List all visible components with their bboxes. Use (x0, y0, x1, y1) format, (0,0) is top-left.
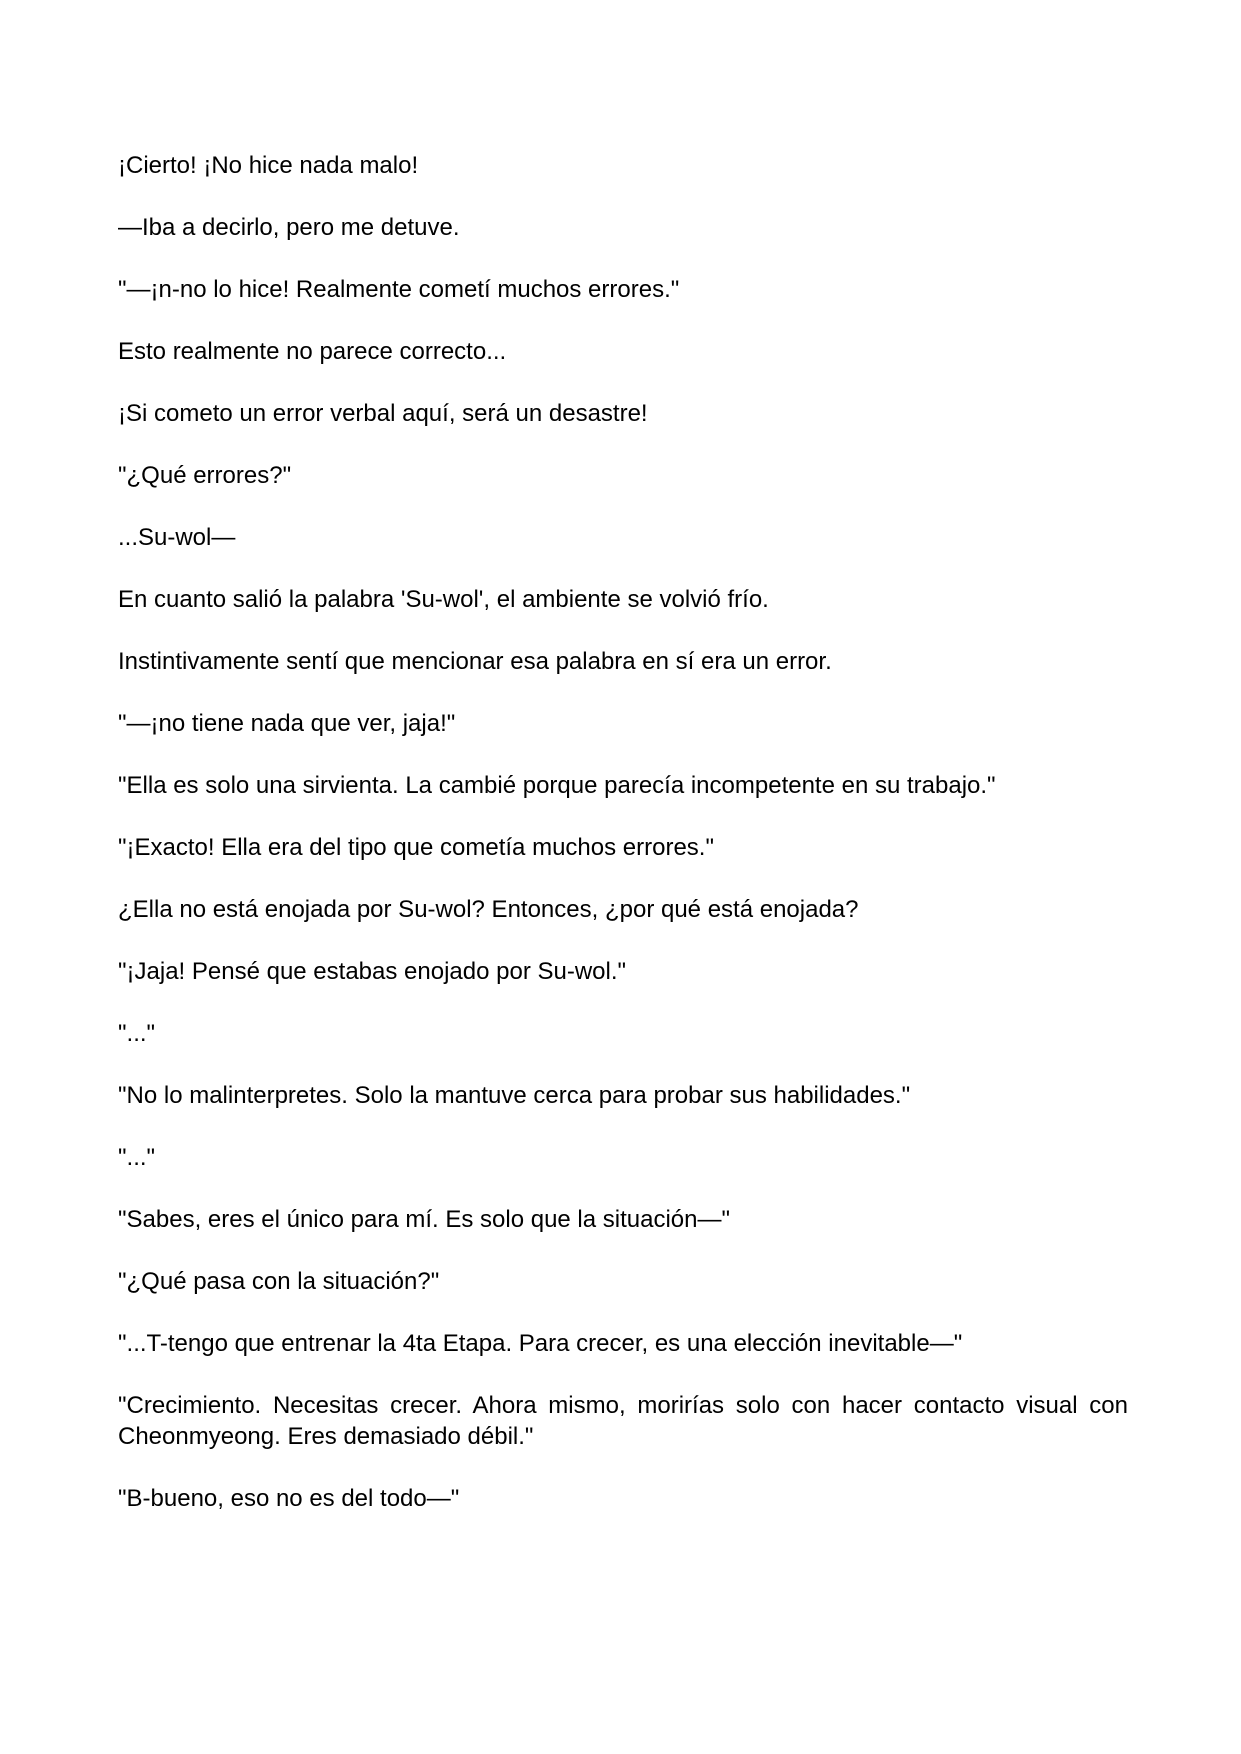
paragraph: "Crecimiento. Necesitas crecer. Ahora mismo, morirías solo con hacer contacto visual con Cheonmyeong. Eres demasiado débil." (118, 1392, 1128, 1450)
document-body (118, 150, 1128, 1545)
paragraph: ...Su-wol— (118, 524, 236, 551)
paragraph: "No lo malinterpretes. Solo la mantuve cerca para probar sus habilidades." (118, 1082, 911, 1109)
paragraph: "..." (118, 1144, 156, 1171)
paragraph: "...T-tengo que entrenar la 4ta Etapa. Para crecer, es una elección inevitable—" (118, 1330, 963, 1357)
paragraph: —Iba a decirlo, pero me detuve. (118, 214, 460, 241)
paragraph: "¡Exacto! Ella era del tipo que cometía muchos errores." (118, 834, 714, 861)
paragraph: "Ella es solo una sirvienta. La cambié porque parecía incompetente en su trabajo." (118, 772, 996, 799)
paragraph: "B-bueno, eso no es del todo—" (118, 1485, 460, 1512)
paragraph: "¿Qué errores?" (118, 462, 292, 489)
paragraph: Instintivamente sentí que mencionar esa palabra en sí era un error. (118, 648, 832, 675)
paragraph: En cuanto salió la palabra 'Su-wol', el ambiente se volvió frío. (118, 586, 769, 613)
paragraph: "..." (118, 1020, 156, 1047)
paragraph: ¡Cierto! ¡No hice nada malo! (118, 152, 419, 179)
paragraph: "¿Qué pasa con la situación?" (118, 1268, 440, 1295)
paragraph: "Sabes, eres el único para mí. Es solo que la situación—" (118, 1206, 731, 1233)
paragraph: "—¡n-no lo hice! Realmente cometí muchos errores." (118, 276, 680, 303)
paragraph: "—¡no tiene nada que ver, jaja!" (118, 710, 456, 737)
paragraph: "¡Jaja! Pensé que estabas enojado por Su-wol." (118, 958, 627, 985)
paragraph: ¡Si cometo un error verbal aquí, será un desastre! (118, 400, 648, 427)
paragraph: ¿Ella no está enojada por Su-wol? Entonces, ¿por qué está enojada? (118, 896, 859, 923)
paragraph: Esto realmente no parece correcto... (118, 338, 507, 365)
